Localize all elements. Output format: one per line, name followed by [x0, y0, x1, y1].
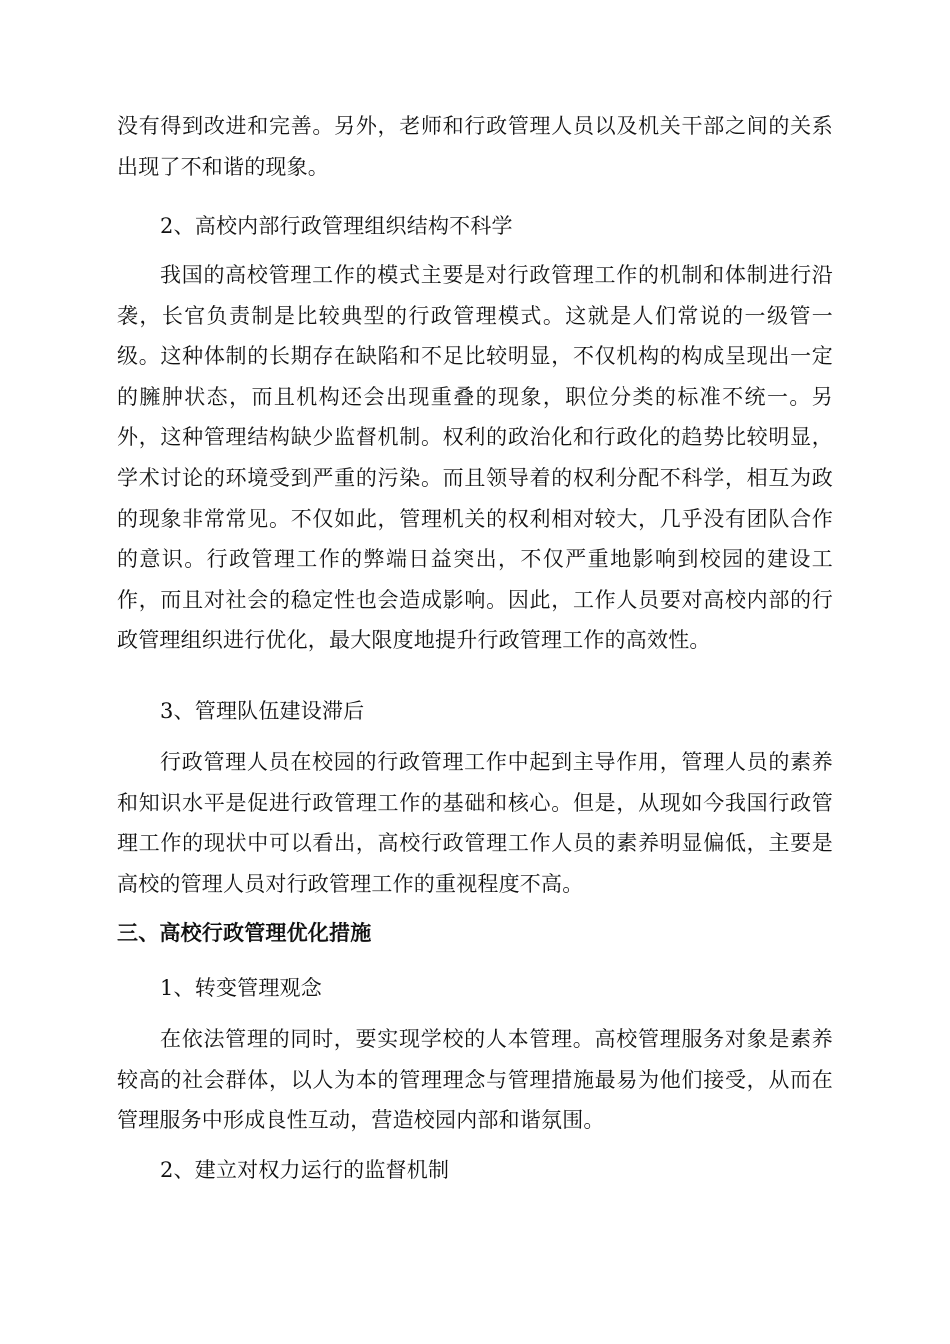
subheading-3: 3、管理队伍建设滞后: [160, 699, 365, 723]
body-paragraph-concept: 在依法管理的同时，要实现学校的人本管理。高校管理服务对象是素养较高的社会群体，以人为本的管理理念与管理措施最易为他们接受，从而在管理服务中形成良性互动，营造校园内部和谐氛围。: [117, 1027, 833, 1133]
subheading-s3-1: 1、转变管理观念: [160, 976, 322, 1000]
body-paragraph-structure: 我国的高校管理工作的模式主要是对行政管理工作的机制和体制进行沿袭，长官负责制是比较典型的行政管理模式。这就是人们常说的一级管一级。这种体制的长期存在缺陷和不足比较明显，不仅机构的构成呈现出一定的臃肿状态，而且机构还会出现重叠的现象，职位分类的标准不统一。另外，这种管理结构缺少监督机制。权利的政治化和行政化的趋势比较明显，学术讨论的环境受到严重的污染。而且领导着的权利分配不科学，相互为政的现象非常常见。不仅如此，管理机关的权利相对较大，几乎没有团队合作的意识。行政管理工作的弊端日益突出，不仅严重地影响到校园的建设工作，而且对社会的稳定性也会造成影响。因此，工作人员要对高校内部的行政管理组织进行优化，最大限度地提升行政管理工作的高效性。: [117, 263, 833, 653]
body-paragraph-staff: 行政管理人员在校园的行政管理工作中起到主导作用，管理人员的素养和知识水平是促进行政管理工作的基础和核心。但是，从现如今我国行政管理工作的现状中可以看出，高校行政管理工作人员的素养明显偏低，主要是高校的管理人员对行政管理工作的重视程度不高。: [117, 750, 833, 896]
subheading-s3-2: 2、建立对权力运行的监督机制: [160, 1158, 450, 1182]
subheading-2: 2、高校内部行政管理组织结构不科学: [160, 214, 513, 238]
section-heading-3: 三、高校行政管理优化措施: [117, 921, 372, 945]
continued-paragraph: 没有得到改进和完善。另外，老师和行政管理人员以及机关干部之间的关系出现了不和谐的现象。: [117, 114, 833, 179]
